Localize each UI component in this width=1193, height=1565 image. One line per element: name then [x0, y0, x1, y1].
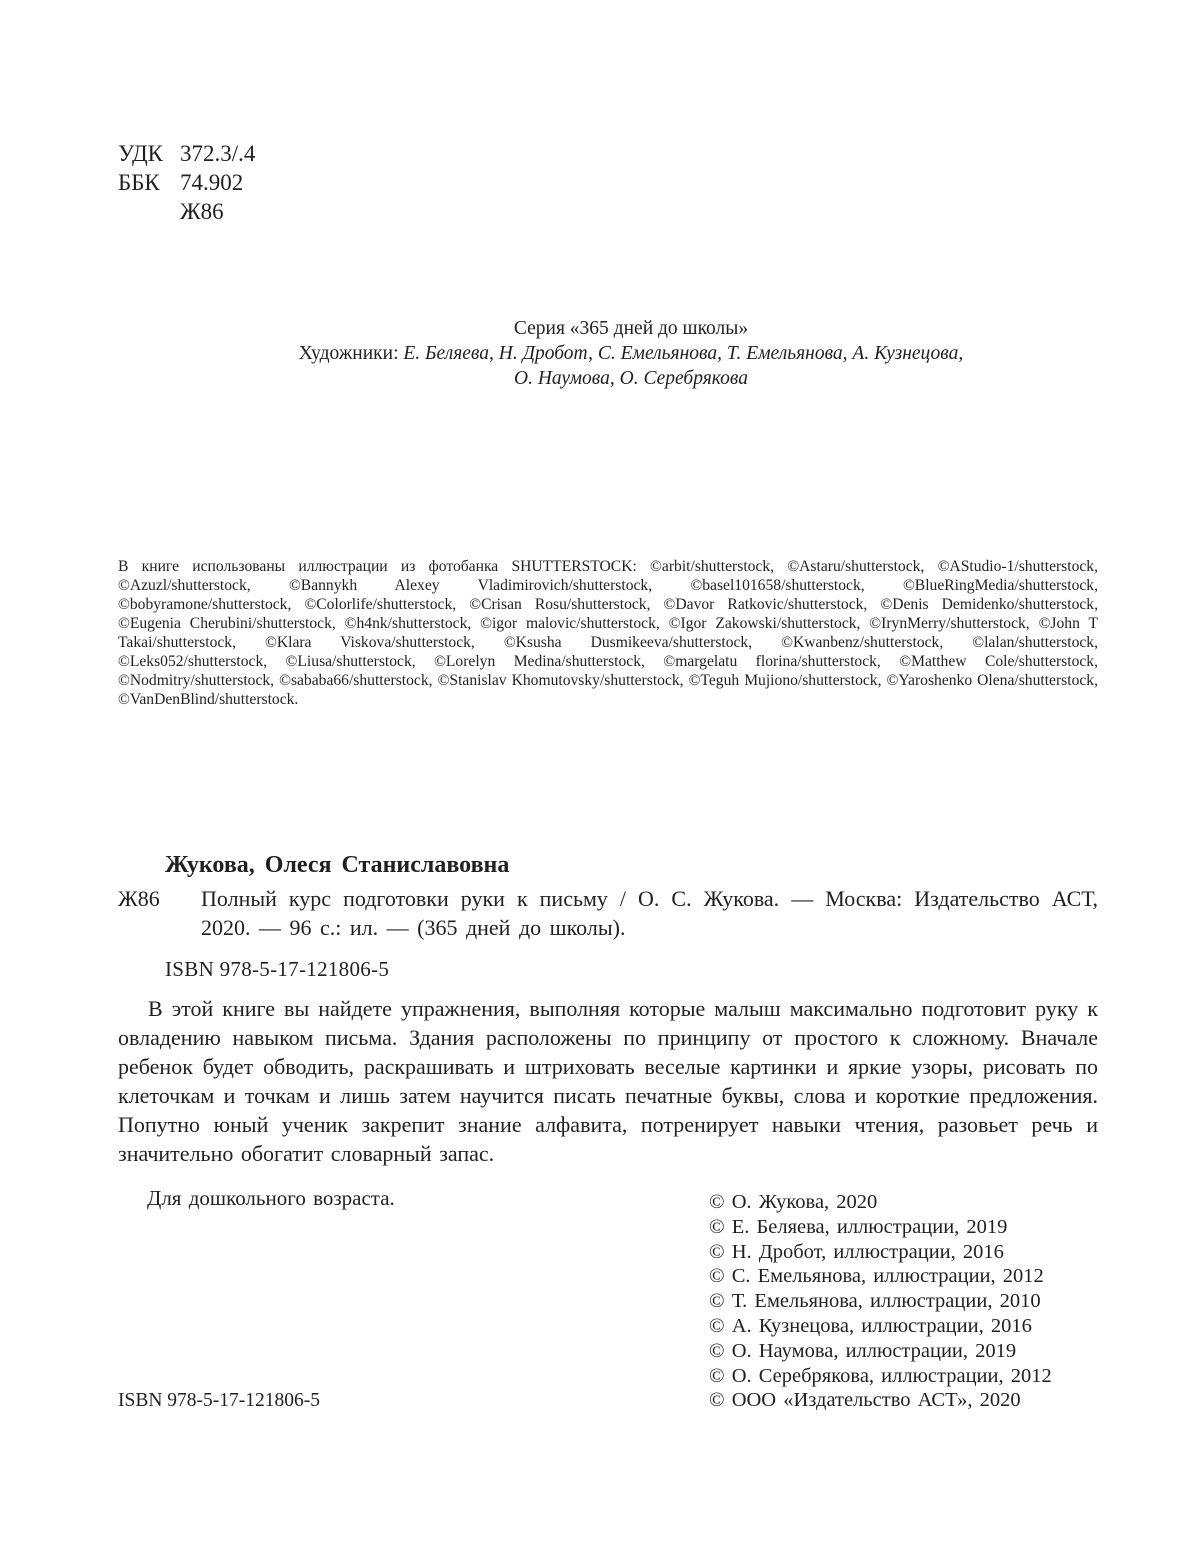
- artists-names-1: Е. Беляева, Н. Дробот, С. Емельянова, Т. Емельянова, А. Кузнецова,: [403, 343, 964, 364]
- copyright-list: [709, 1190, 1052, 1413]
- copyright-line: © Н. Дробот, иллюстрации, 2016: [709, 1240, 1004, 1263]
- copyright-line: © О. Наумова, иллюстрации, 2019: [709, 1339, 1017, 1362]
- photo-credits: В книге использованы иллюстрации из фотобанка SHUTTERSTOCK: ©arbit/shutterstock, ©Astaru/shutterstock, ©AStudio-1/shutterstock, ©Azuzl/shutterstock, ©Bannykh Alexey Vladimirovich/shutterstock, ©basel101658/shutterstock, ©BlueRingMedia/shutterstock, ©bobyramone/shutterstock, ©Colorlife/shutterstock, ©Crisan Rosu/shutterstock, ©Davor Ratkovic/shutterstock, ©Denis Demidenko/shutterstock, ©Eugenia Cherubini/shutterstock, ©h4nk/shutterstock, ©igor malovic/shutterstock, ©Igor Zakowski/shutterstock, ©IrynMerry/shutterstock, ©John T Takai/shutterstock, ©Klara Viskova/shutterstock, ©Ksusha Dusmikeeva/shutterstock, ©Kwanbenz/shutterstock, ©lalan/shutterstock, ©Leks052/shutterstock, ©Liusa/shutterstock, ©Lorelyn Medina/shutterstock, ©margelatu florina/shutterstock, ©Matthew Cole/shutterstock, ©Nodmitry/shutterstock, ©sababa66/shutterstock, ©Stanislav Khomutovsky/shutterstock, ©Teguh Mujiono/shutterstock, ©Yaroshenko Olena/shutterstock, ©VanDenBlind/shutterstock.: [118, 558, 1098, 708]
- isbn-footer: ISBN 978-5-17-121806-5: [118, 1390, 321, 1411]
- copyright-line: © С. Емельянова, иллюстрации, 2012: [709, 1265, 1044, 1288]
- udk-value: 372.3/.4: [180, 141, 256, 166]
- audience-note: Для дошкольного возраста.: [147, 1186, 395, 1210]
- copyright-line: © О. Серебрякова, иллюстрации, 2012: [709, 1364, 1052, 1387]
- classification-codes: [118, 139, 255, 226]
- copyright-line: © Е. Беляева, иллюстрации, 2019: [709, 1215, 1008, 1238]
- artists-label: Художники:: [298, 343, 404, 364]
- copyright-line: © Т. Емельянова, иллюстрации, 2010: [709, 1290, 1041, 1313]
- copyright-line: © ООО «Издательство АСТ», 2020: [709, 1389, 1021, 1412]
- bibliographic-record: [118, 884, 1098, 942]
- series-line: Серия «365 дней до школы»: [513, 318, 749, 339]
- udk-label: УДК: [118, 141, 163, 166]
- author-mark: Ж86: [180, 199, 224, 224]
- author-heading: Жукова, Олеся Станиславовна: [165, 852, 510, 878]
- bbk-row: [118, 168, 255, 197]
- copyright-line: © О. Жукова, 2020: [709, 1191, 878, 1213]
- bbk-label: ББК: [118, 170, 160, 195]
- bibliographic-description: Полный курс подготовки руки к письму / О. С. Жукова. — Москва: Издательство АСТ, 2020. — 96 с.: ил. — (365 дней до школы).: [201, 886, 1098, 940]
- annotation: В этой книге вы найдете упражнения, выполняя которые малыш максимально подготовит руку к овладению навыком письма. Здания расположены по принципу от простого к сложному. Вначале ребенок будет обводить, раскрашивать и штриховать веселые картинки и яркие узоры, рисовать по клеточкам и точкам и лишь затем научится писать печатные буквы, слова и короткие предложения. Попутно юный ученик закрепит знание алфавита, потренирует навыки чтения, разовьет речь и значительно обогатит словарный запас.: [118, 996, 1098, 1166]
- artists-line: [226, 341, 1036, 366]
- bbk-value: 74.902: [180, 170, 244, 195]
- bibliographic-code: Ж86: [118, 886, 160, 911]
- isbn-record: ISBN 978-5-17-121806-5: [165, 957, 390, 981]
- series-block: [226, 316, 1036, 391]
- udk-row: [118, 139, 255, 168]
- artists-names-2: О. Наумова, О. Серебрякова: [514, 368, 748, 389]
- copyright-line: © А. Кузнецова, иллюстрации, 2016: [709, 1314, 1032, 1337]
